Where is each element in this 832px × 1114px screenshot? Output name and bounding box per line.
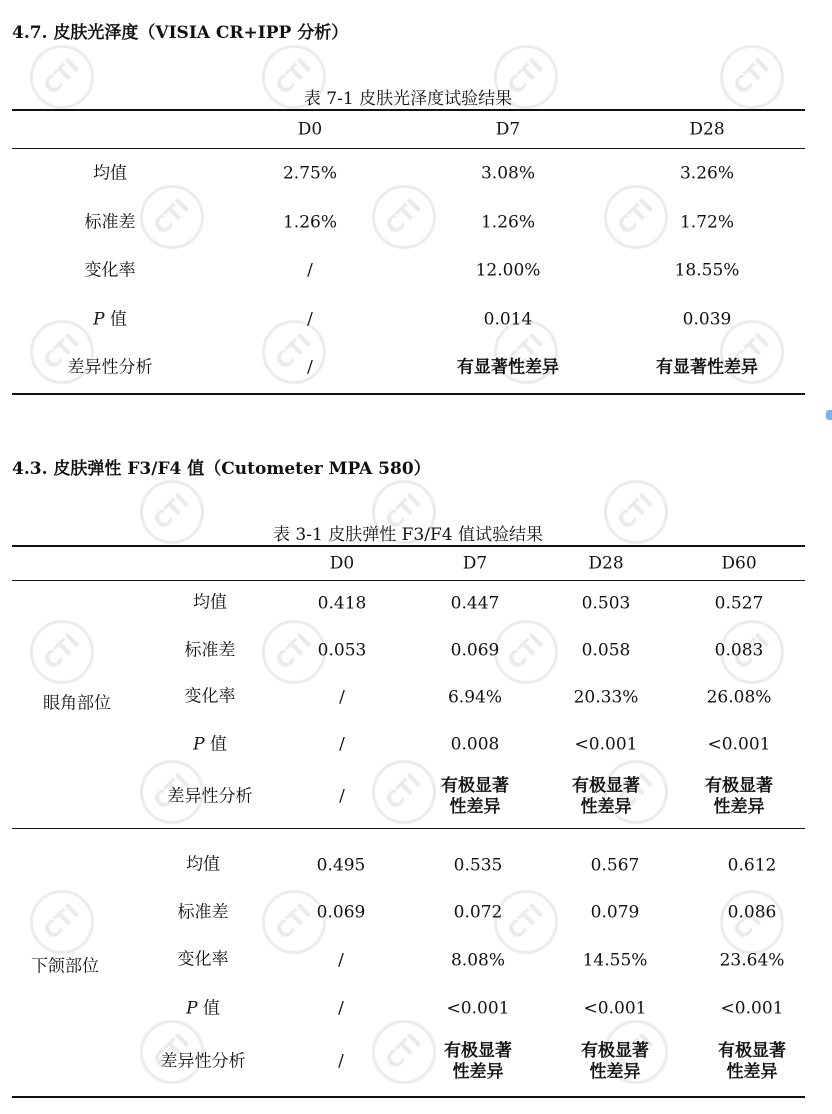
table-cell: 0.072 [453,902,503,923]
table-cell: 0.053 [317,640,367,661]
row-label: 标准差 [184,640,236,661]
section-heading-elasticity: 4.3. 皮肤弹性 F3/F4 值（Cutometer MPA 580） [12,459,431,479]
table-cell: / [338,1051,344,1072]
row-label: 均值 [93,163,127,184]
column-header: D7 [462,553,488,574]
table-cell: / [339,687,345,708]
column-header: D0 [297,119,323,140]
table-cell: 1.26% [480,212,536,233]
table-cell: 0.418 [317,593,367,614]
table-cell: 0.039 [682,309,732,330]
table-cell: 12.00% [475,260,541,281]
table-header-rule [12,148,805,149]
table-cell: 0.612 [727,855,777,876]
row-label: 差异性分析 [160,1051,246,1072]
row-label-p-value: P 值 [193,734,227,755]
table-cell: 0.069 [450,640,500,661]
table-cell: 有极显著 性差异 [572,775,640,817]
column-header: D7 [495,119,521,140]
group-label: 下颌部位 [31,956,99,977]
table-cell: 0.008 [450,734,500,755]
table-cell: <0.001 [446,998,510,1019]
table-cell: 18.55% [674,260,740,281]
row-label: 变化率 [184,686,236,707]
table-cell: 26.08% [706,687,772,708]
row-label: 标准差 [177,902,229,923]
table-cell: 有极显著 性差异 [441,775,509,817]
row-label: 变化率 [84,260,136,281]
row-label-p-value: P 值 [186,998,220,1019]
column-header: D60 [721,553,757,574]
table-caption-elasticity: 表 3-1 皮肤弹性 F3/F4 值试验结果 [273,525,543,545]
table-cell: 0.567 [590,855,640,876]
table-cell: <0.001 [720,998,784,1019]
table-cell: / [338,998,344,1019]
table-bottom-rule [12,1096,805,1098]
table-cell: 0.058 [581,640,631,661]
table-cell: 0.069 [316,902,366,923]
table-cell: 0.014 [483,309,533,330]
table-cell: 1.72% [679,212,735,233]
table-cell: 23.64% [719,950,785,971]
table-cell: / [339,786,345,807]
table-cell: 有显著性差异 [656,357,758,378]
table-top-rule [12,109,805,111]
table-cell: 0.495 [316,855,366,876]
table-cell: 0.527 [714,593,764,614]
section-heading-gloss: 4.7. 皮肤光泽度（VISIA CR+IPP 分析） [12,23,349,43]
table-cell: <0.001 [583,998,647,1019]
table-cell: 有显著性差异 [457,357,559,378]
table-top-rule [12,545,805,547]
column-header: D0 [329,553,355,574]
table-cell: 有极显著 性差异 [705,775,773,817]
table-cell: / [339,734,345,755]
row-label: 差异性分析 [167,786,253,807]
row-label: 差异性分析 [67,357,153,378]
table-cell: 8.08% [450,950,506,971]
table-cell: / [338,950,344,971]
table-group-rule [12,828,805,829]
group-label: 眼角部位 [43,693,111,714]
row-label: 标准差 [84,212,136,233]
row-label: 均值 [186,854,220,875]
table-cell: 有极显著 性差异 [581,1040,649,1082]
table-cell: / [307,260,313,281]
table-cell: 0.503 [581,593,631,614]
table-cell: 0.086 [727,902,777,923]
table-cell: 3.26% [679,163,735,184]
table-header-rule [12,580,805,581]
table-cell: 6.94% [447,687,503,708]
table-cell: <0.001 [574,734,638,755]
table-cell: 20.33% [573,687,639,708]
table-cell: 3.08% [480,163,536,184]
table-bottom-rule [12,393,805,395]
table-cell: 0.083 [714,640,764,661]
row-label: 均值 [193,592,227,613]
row-label: 变化率 [177,949,229,970]
column-header: D28 [588,553,624,574]
page-edge-marker [826,410,832,420]
table-cell: / [307,357,313,378]
table-cell: 14.55% [582,950,648,971]
column-header: D28 [689,119,725,140]
table-cell: 2.75% [282,163,338,184]
table-cell: / [307,309,313,330]
table-cell: 有极显著 性差异 [718,1040,786,1082]
table-cell: 有极显著 性差异 [444,1040,512,1082]
table-cell: <0.001 [707,734,771,755]
table-cell: 0.447 [450,593,500,614]
table-cell: 0.079 [590,902,640,923]
table-cell: 0.535 [453,855,503,876]
row-label-p-value: P 值 [93,309,127,330]
table-cell: 1.26% [282,212,338,233]
table-caption-gloss: 表 7-1 皮肤光泽度试验结果 [303,89,513,109]
